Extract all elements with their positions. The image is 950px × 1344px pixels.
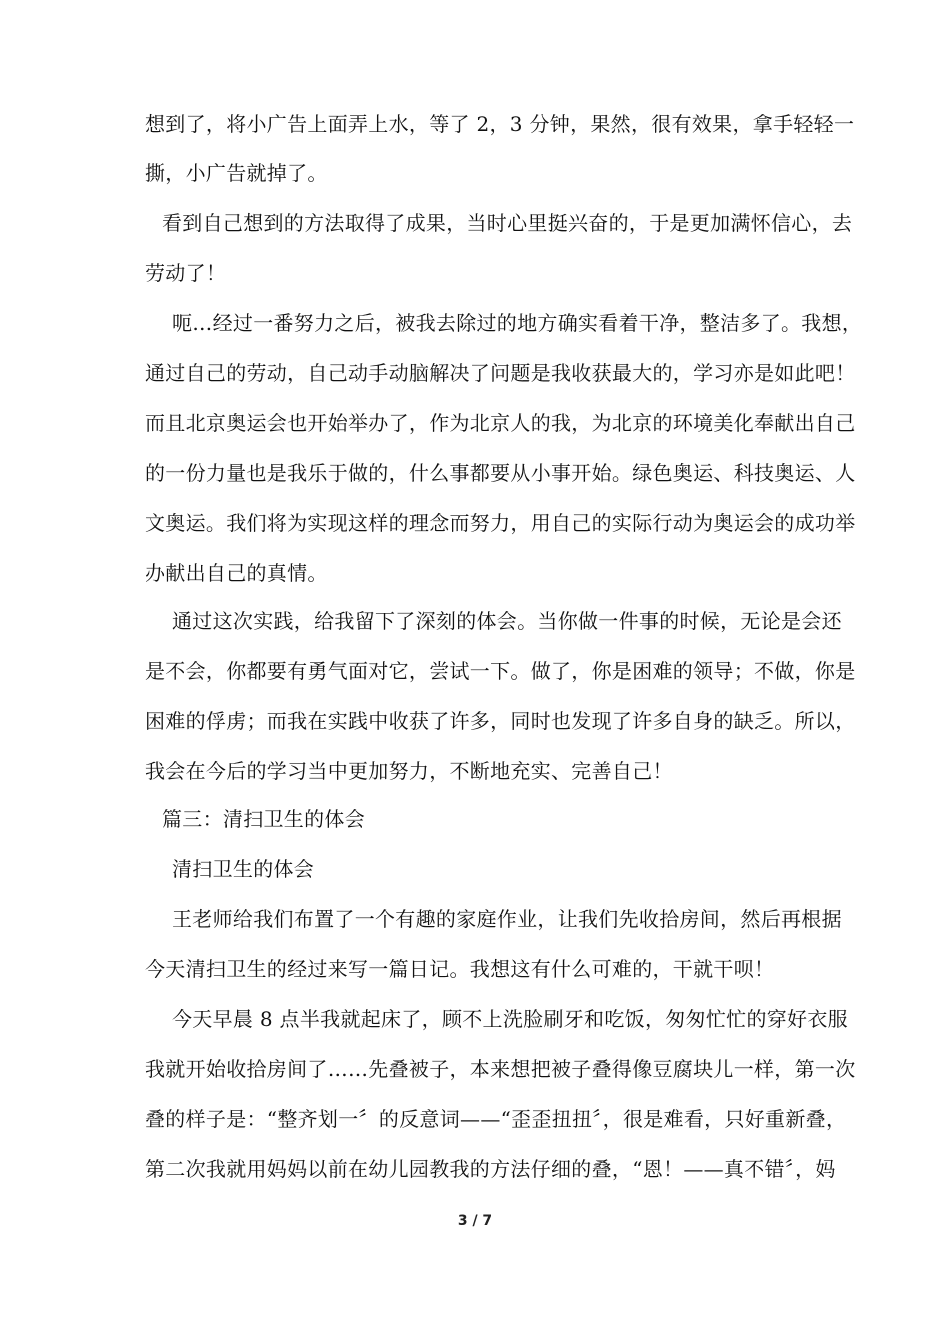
text-line: 劳动了！ [145,261,227,285]
paragraph-first-line: 今天早晨 8 点半我就起床了，顾不上洗脸刷牙和吃饭，匆匆忙忙的穿好衣服 [172,1007,848,1031]
text-line: 叠的样子是：“整齐划一〞的反意词——“歪歪扭扭〞，很是难看，只好重新叠， [145,1107,847,1131]
paragraph-first-line: 看到自己想到的方法取得了成果，当时心里挺兴奋的，于是更加满怀信心，去 [162,211,853,235]
paragraph-first-line: 呃…经过一番努力之后，被我去除过的地方确实看着干净，整洁多了。我想， [172,311,863,335]
text-line: 是不会，你都要有勇气面对它，尝试一下。做了，你是困难的领导；不做，你是 [145,659,856,683]
paragraph-first-line: 通过这次实践，给我留下了深刻的体会。当你做一件事的时候，无论是会还 [172,609,842,633]
text-line: 办献出自己的真情。 [145,561,328,585]
text-line: 困难的俘虏；而我在实践中收获了许多，同时也发现了许多自身的缺乏。所以， [145,709,856,733]
text-line: 第二次我就用妈妈以前在幼儿园教我的方法仔细的叠，“恩！——真不错〞，妈 [145,1157,836,1181]
paragraph-first-line: 王老师给我们布置了一个有趣的家庭作业，让我们先收拾房间，然后再根据 [172,907,842,931]
section-heading: 篇三：清扫卫生的体会 [162,807,365,831]
text-line: 而且北京奥运会也开始举办了，作为北京人的我，为北京的环境美化奉献出自己 [145,411,856,435]
text-line: 我就开始收拾房间了……先叠被子，本来想把被子叠得像豆腐块儿一样，第一次 [145,1057,856,1081]
page-number: 3 / 7 [457,1213,493,1229]
text-line: 撕，小广告就掉了。 [145,161,328,185]
text-line: 今天清扫卫生的经过来写一篇日记。我想这有什么可难的，干就干呗！ [145,957,775,981]
text-line: 文奥运。我们将为实现这样的理念而努力，用自己的实际行动为奥运会的成功举 [145,511,856,535]
text-line: 的一份力量也是我乐于做的，什么事都要从小事开始。绿色奥运、科技奥运、人 [145,461,856,485]
article-title: 清扫卫生的体会 [172,857,315,881]
text-line: 想到了，将小广告上面弄上水，等了 2，3 分钟，果然，很有效果，拿手轻轻一 [145,112,855,136]
text-line: 通过自己的劳动，自己动手动脑解决了问题是我收获最大的，学习亦是如此吧！ [145,361,856,385]
text-line: 我会在今后的学习当中更加努力，不断地充实、完善自己！ [145,759,673,783]
